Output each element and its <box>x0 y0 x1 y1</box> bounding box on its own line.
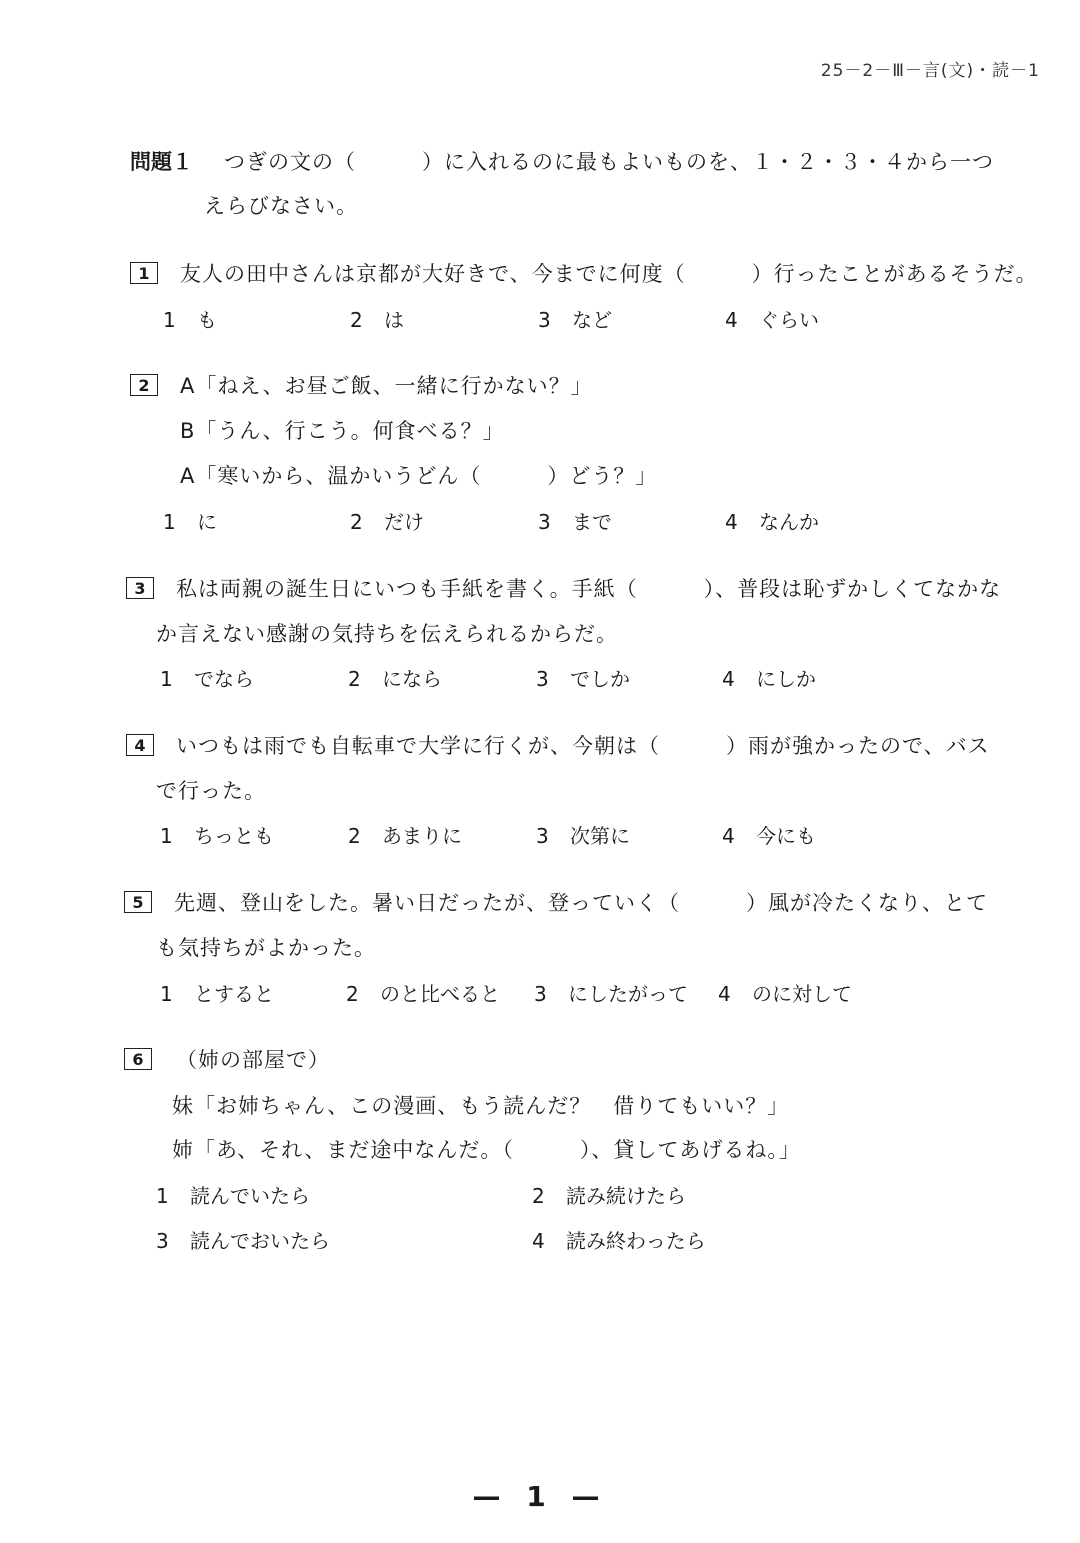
question-number-box: 3 <box>126 577 154 599</box>
answer-option[interactable] <box>538 304 612 333</box>
option-text: ちっとも <box>194 824 274 848</box>
option-number: 1 <box>163 308 176 332</box>
option-number: 2 <box>350 308 363 332</box>
question-text: B「うん、行こう。何食べる？」 <box>180 419 505 443</box>
option-text: に <box>197 510 217 534</box>
option-text: も <box>197 308 217 332</box>
option-text: にしたがって <box>568 982 688 1006</box>
option-text: でなら <box>194 667 254 691</box>
answer-option[interactable] <box>160 663 254 692</box>
option-text: 読み続けたら <box>566 1184 686 1208</box>
option-text: のに対して <box>752 982 852 1006</box>
question-number-box: 4 <box>126 734 154 756</box>
option-text: など <box>572 308 612 332</box>
answer-option[interactable] <box>536 820 630 849</box>
exam-code: 25－2－Ⅲ－言(文)・読－1 <box>820 61 1040 81</box>
option-text: ぐらい <box>759 308 819 332</box>
option-text: 読んでいたら <box>190 1184 310 1208</box>
option-number: 2 <box>532 1184 545 1208</box>
question-text: A「寒いから、温かいうどん（ ）どう？」 <box>180 464 658 488</box>
option-text: は <box>384 308 404 332</box>
question-text: で行った。 <box>156 779 266 803</box>
answer-option[interactable] <box>725 506 819 535</box>
option-number: 4 <box>532 1229 545 1253</box>
option-number: 1 <box>160 824 173 848</box>
answer-option[interactable] <box>725 304 819 333</box>
option-number: 2 <box>348 667 361 691</box>
question-text: （姉の部屋で） <box>176 1048 330 1072</box>
option-number: 1 <box>160 982 173 1006</box>
option-number: 2 <box>350 510 363 534</box>
question-number-box: 6 <box>124 1048 152 1070</box>
option-text: のと比べると <box>380 982 500 1006</box>
answer-option[interactable] <box>532 1225 706 1254</box>
option-text: だけ <box>384 510 424 534</box>
question-text: 先週、登山をした。暑い日だったが、登っていく（ ）風が冷たくなり、とて <box>174 891 988 915</box>
option-text: にしか <box>756 667 816 691</box>
page-number: — 1 — <box>472 1480 608 1513</box>
option-number: 4 <box>718 982 731 1006</box>
option-number: 2 <box>348 824 361 848</box>
question-number-box: 5 <box>124 891 152 913</box>
option-number: 4 <box>722 667 735 691</box>
question-text: いつもは雨でも自転車で大学に行くが、今朝は（ ）雨が強かったので、バス <box>176 734 990 758</box>
option-text: 次第に <box>570 824 630 848</box>
option-number: 2 <box>346 982 359 1006</box>
option-number: 3 <box>538 510 551 534</box>
answer-option[interactable] <box>346 978 500 1007</box>
answer-option[interactable] <box>160 820 274 849</box>
option-text: になら <box>382 667 442 691</box>
question-text: か言えない感謝の気持ちを伝えられるからだ。 <box>156 622 618 646</box>
answer-option[interactable] <box>156 1180 310 1209</box>
option-number: 1 <box>163 510 176 534</box>
answer-option[interactable] <box>538 506 612 535</box>
answer-option[interactable] <box>536 663 630 692</box>
option-text: なんか <box>759 510 819 534</box>
option-number: 4 <box>725 510 738 534</box>
option-text: あまりに <box>382 824 462 848</box>
option-text: でしか <box>570 667 630 691</box>
answer-option[interactable] <box>348 663 442 692</box>
option-number: 3 <box>536 667 549 691</box>
option-text: 今にも <box>756 824 816 848</box>
option-number: 3 <box>538 308 551 332</box>
question-number-box: 1 <box>130 262 158 284</box>
option-number: 3 <box>534 982 547 1006</box>
answer-option[interactable] <box>160 978 274 1007</box>
answer-option[interactable] <box>348 820 462 849</box>
question-text: も気持ちがよかった。 <box>156 936 376 960</box>
answer-option[interactable] <box>722 663 816 692</box>
section-instruction: つぎの文の（ ）に入れるのに最もよいものを、１・２・３・４から一つ <box>224 150 994 174</box>
answer-option[interactable] <box>722 820 816 849</box>
answer-option[interactable] <box>156 1225 330 1254</box>
option-text: 読んでおいたら <box>190 1229 330 1253</box>
answer-option[interactable] <box>163 304 217 333</box>
option-text: まで <box>572 510 612 534</box>
option-number: 4 <box>725 308 738 332</box>
option-number: 4 <box>722 824 735 848</box>
option-number: 3 <box>156 1229 169 1253</box>
question-text: 私は両親の誕生日にいつも手紙を書く。手紙（ ）、普段は恥ずかしくてなかな <box>176 577 1002 601</box>
option-number: 1 <box>160 667 173 691</box>
answer-option[interactable] <box>163 506 217 535</box>
answer-option[interactable] <box>350 506 424 535</box>
question-text: 友人の田中さんは京都が大好きで、今までに何度（ ）行ったことがあるそうだ。 <box>180 262 1038 286</box>
option-text: 読み終わったら <box>566 1229 706 1253</box>
section-label: 問題１ <box>130 150 193 174</box>
answer-option[interactable] <box>718 978 852 1007</box>
question-text: 姉「あ、それ、まだ途中なんだ。（ ）、貸してあげるね。」 <box>172 1138 801 1162</box>
question-number-box: 2 <box>130 374 158 396</box>
question-text: A「ねえ、お昼ご飯、一緒に行かない？」 <box>180 374 593 398</box>
question-text: 妹「お姉ちゃん、この漫画、もう読んだ？ 借りてもいい？」 <box>172 1094 790 1118</box>
answer-option[interactable] <box>532 1180 686 1209</box>
section-instruction-cont: えらびなさい。 <box>204 194 358 218</box>
answer-option[interactable] <box>534 978 688 1007</box>
option-number: 3 <box>536 824 549 848</box>
option-number: 1 <box>156 1184 169 1208</box>
option-text: とすると <box>194 982 274 1006</box>
answer-option[interactable] <box>350 304 404 333</box>
